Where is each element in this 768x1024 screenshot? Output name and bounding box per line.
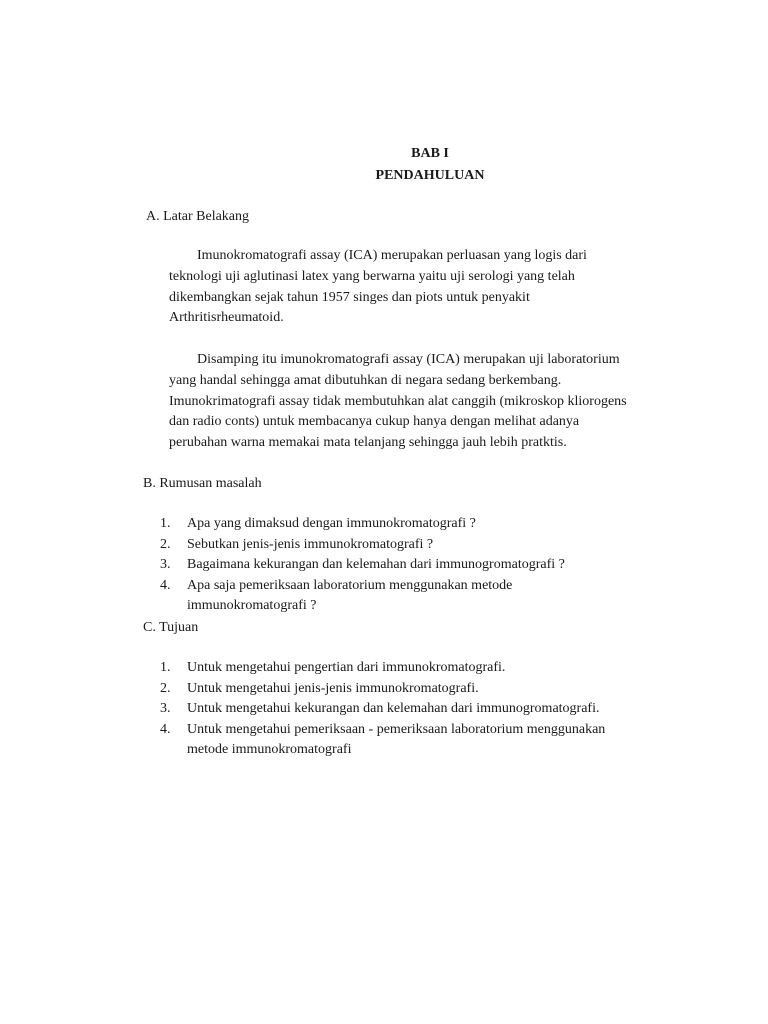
list-item [160,720,680,761]
list-number: 4. [160,577,171,593]
list-item-text: immunokromatografi ? [187,598,317,614]
list-item-text: Untuk mengetahui kekurangan dan kelemahan dari immunogromatografi. [187,701,600,717]
objectives-list [160,658,680,761]
list-number: 2. [160,680,171,696]
list-item-text: Apa yang dimaksud dengan immunokromatografi ? [187,516,476,531]
list-number: 2. [160,536,171,552]
list-number: 3. [160,557,171,573]
paragraph-line: yang handal sehingga amat dibutuhkan di negara sedang berkembang. [169,372,562,388]
list-item-text: Untuk mengetahui pemeriksaan - pemeriksaan laboratorium menggunakan [187,721,606,737]
paragraph-line: dan radio conts) untuk membacanya cukup hanya dengan melihat adanya [169,414,580,430]
list-item-text: Untuk mengetahui jenis-jenis immunokromatografi. [187,680,479,696]
chapter-number: BAB I [411,146,449,161]
list-item [160,658,680,679]
paragraph-line: Arthritisrheumatoid. [169,310,284,326]
paragraph-line: dikembangkan sejak tahun 1957 singes dan piots untuk penyakit [169,289,530,305]
list-number: 3. [160,701,171,717]
list-number: 4. [160,721,171,737]
list-item [160,699,680,720]
list-item [160,576,680,617]
list-item [160,679,680,700]
list-item-text: Bagaimana kekurangan dan kelemahan dari immunogromatografi ? [187,557,565,573]
paragraph-line: Disamping itu imunokromatografi assay (ICA) merupakan uji laboratorium [197,352,620,367]
problem-statement-list [160,514,680,617]
list-item-text: metode immunokromatografi [187,742,352,758]
list-number: 1. [160,516,171,531]
chapter-title: PENDAHULUAN [375,168,485,183]
paragraph-line: perubahan warna memakai mata telanjang sehingga jauh lebih pratktis. [169,435,567,451]
background-paragraph-2 [169,350,669,454]
paragraph-line: Imunokromatografi assay (ICA) merupakan perluasan yang logis dari [197,248,587,263]
section-c-heading: C. Tujuan [143,620,199,635]
paragraph-line: teknologi uji aglutinasi latex yang berwarna yaitu uji serologi yang telah [169,268,575,284]
list-item-text: Sebutkan jenis-jenis immunokromatografi ? [187,536,434,552]
section-b-heading: B. Rumusan masalah [143,476,262,491]
list-item-text: Apa saja pemeriksaan laboratorium menggunakan metode [187,577,513,593]
paragraph-line: Imunokrimatografi assay tidak membutuhkan alat canggih (mikroskop kliorogens [169,393,627,409]
list-item [160,535,680,556]
background-paragraph-1 [169,246,669,329]
list-item-text: Untuk mengetahui pengertian dari immunokromatografi. [187,660,506,675]
list-item [160,555,680,576]
section-a-heading: A. Latar Belakang [146,209,250,224]
list-number: 1. [160,660,171,675]
list-item [160,514,680,535]
